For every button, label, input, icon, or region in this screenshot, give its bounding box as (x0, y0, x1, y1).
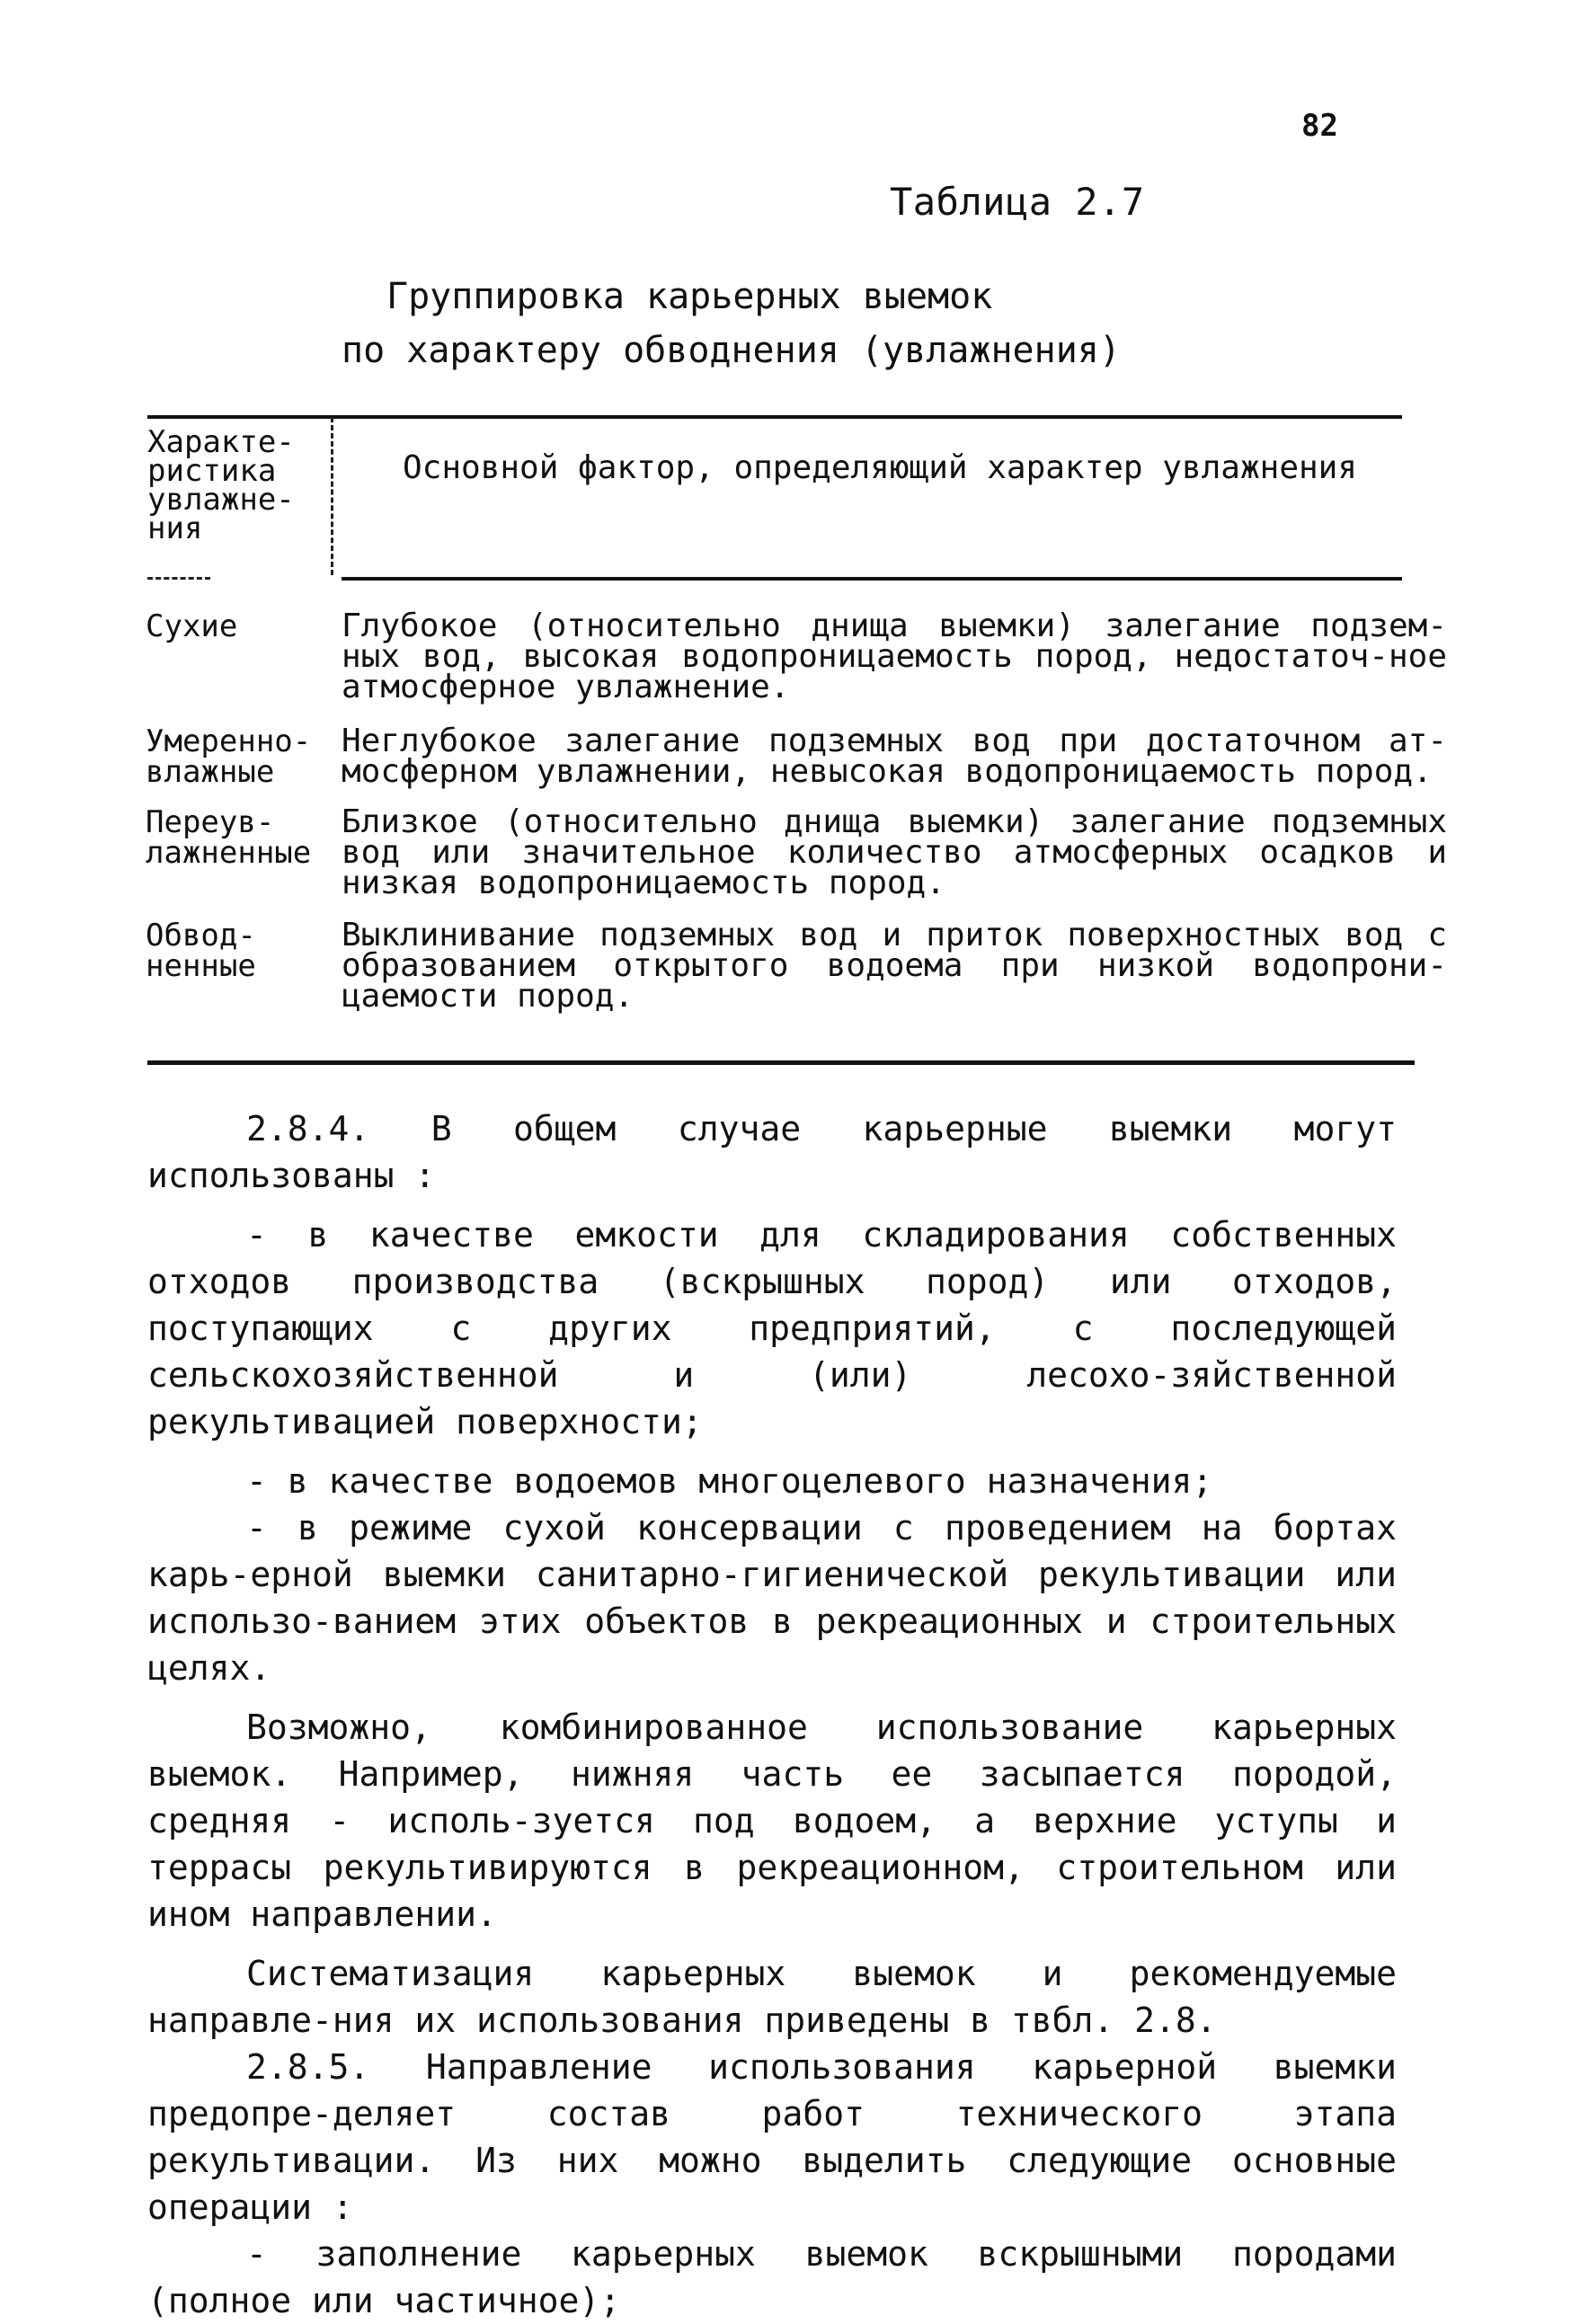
paragraph-list-item: - заполнение карьерных выемок вскрышными породами (полное или частичное); (147, 2234, 1397, 2320)
row-characteristic: Обвод- ненные (146, 918, 256, 984)
row-characteristic: Сухие (146, 608, 238, 644)
header-factor: Основной фактор, определяющий характер увлажнения (403, 449, 1358, 486)
table-label: Таблица 2.7 (890, 180, 1145, 224)
paragraph-2-8-5: 2.8.5. Направление использования карьерной выемки предопре-деляет состав работ технического этапа рекультивации. Из них можно выделить следующие основные операции : (147, 2047, 1397, 2227)
paragraph-list-item: - в режиме сухой консервации с проведением на бортах карь-ерной выемки санитарно-гигиенической рекультивации или использо-ванием этих объектов в рекреационных и строительных целях. (147, 1508, 1397, 1688)
table-title-line-2: по характеру обводнения (увлажнения) (342, 330, 1121, 371)
body-text (147, 1105, 1397, 2324)
row-factor: Близкое (относительно днища выемки) залегание подземных вод или значительное количество атмосферных осадков и низкая водопроницаемость пород. (342, 803, 1447, 901)
table-title-line-1: Группировка карьерных выемок (386, 276, 993, 317)
table-title (342, 270, 1240, 377)
page-number: 82 (1301, 108, 1338, 144)
paragraph: Систематизация карьерных выемок и рекомендуемые направле-ния их использования приведены в твбл. 2.8. (147, 1954, 1397, 2040)
row-factor: Глубокое (относительно днища выемки) залегание подзем-ных вод, высокая водопроницаемость пород, недостаточ-ное атмосферное увлажнение. (342, 608, 1447, 705)
row-factor: Неглубокое залегание подземных вод при достаточном ат-мосферном увлажнении, невысокая водопроницаемость пород. (342, 723, 1447, 790)
header-bottom-rule (342, 577, 1402, 581)
paragraph-list-item: - в качестве водоемов многоцелевого назначения; (246, 1461, 1213, 1501)
header-characteristic: Характе- ристика увлажне- ния (147, 424, 295, 546)
paragraph: Возможно, комбинированное использование карьерных выемок. Например, нижняя часть ее засыпается породой, средняя - исполь-зуется под водоем, а верхние уступы и террасы рекультивируются в рекреационном, строительном или ином направлении. (147, 1708, 1397, 1934)
row-factor: Выклинивание подземных вод и приток поверхностных вод с образованием открытого водоема при низкой водопрони-цаемости пород. (342, 917, 1447, 1015)
row-characteristic: Переув- лажненные (146, 804, 312, 871)
table-top-rule (147, 415, 1402, 419)
table-bottom-rule (147, 1060, 1415, 1065)
paragraph-2-8-4: 2.8.4. В общем случае карьерные выемки могут использованы : (147, 1109, 1397, 1195)
row-characteristic: Умеренно- влажные (146, 723, 312, 790)
header-bottom-left-rule (147, 577, 210, 580)
paragraph-list-item: - в качестве емкости для складирования собственных отходов производства (вскрышных пород) или отходов, поступающих с других предприятий, с последующей сельскохозяйственной и (или) лесохо-зяйственной рекультивацией поверхности; (147, 1215, 1397, 1441)
